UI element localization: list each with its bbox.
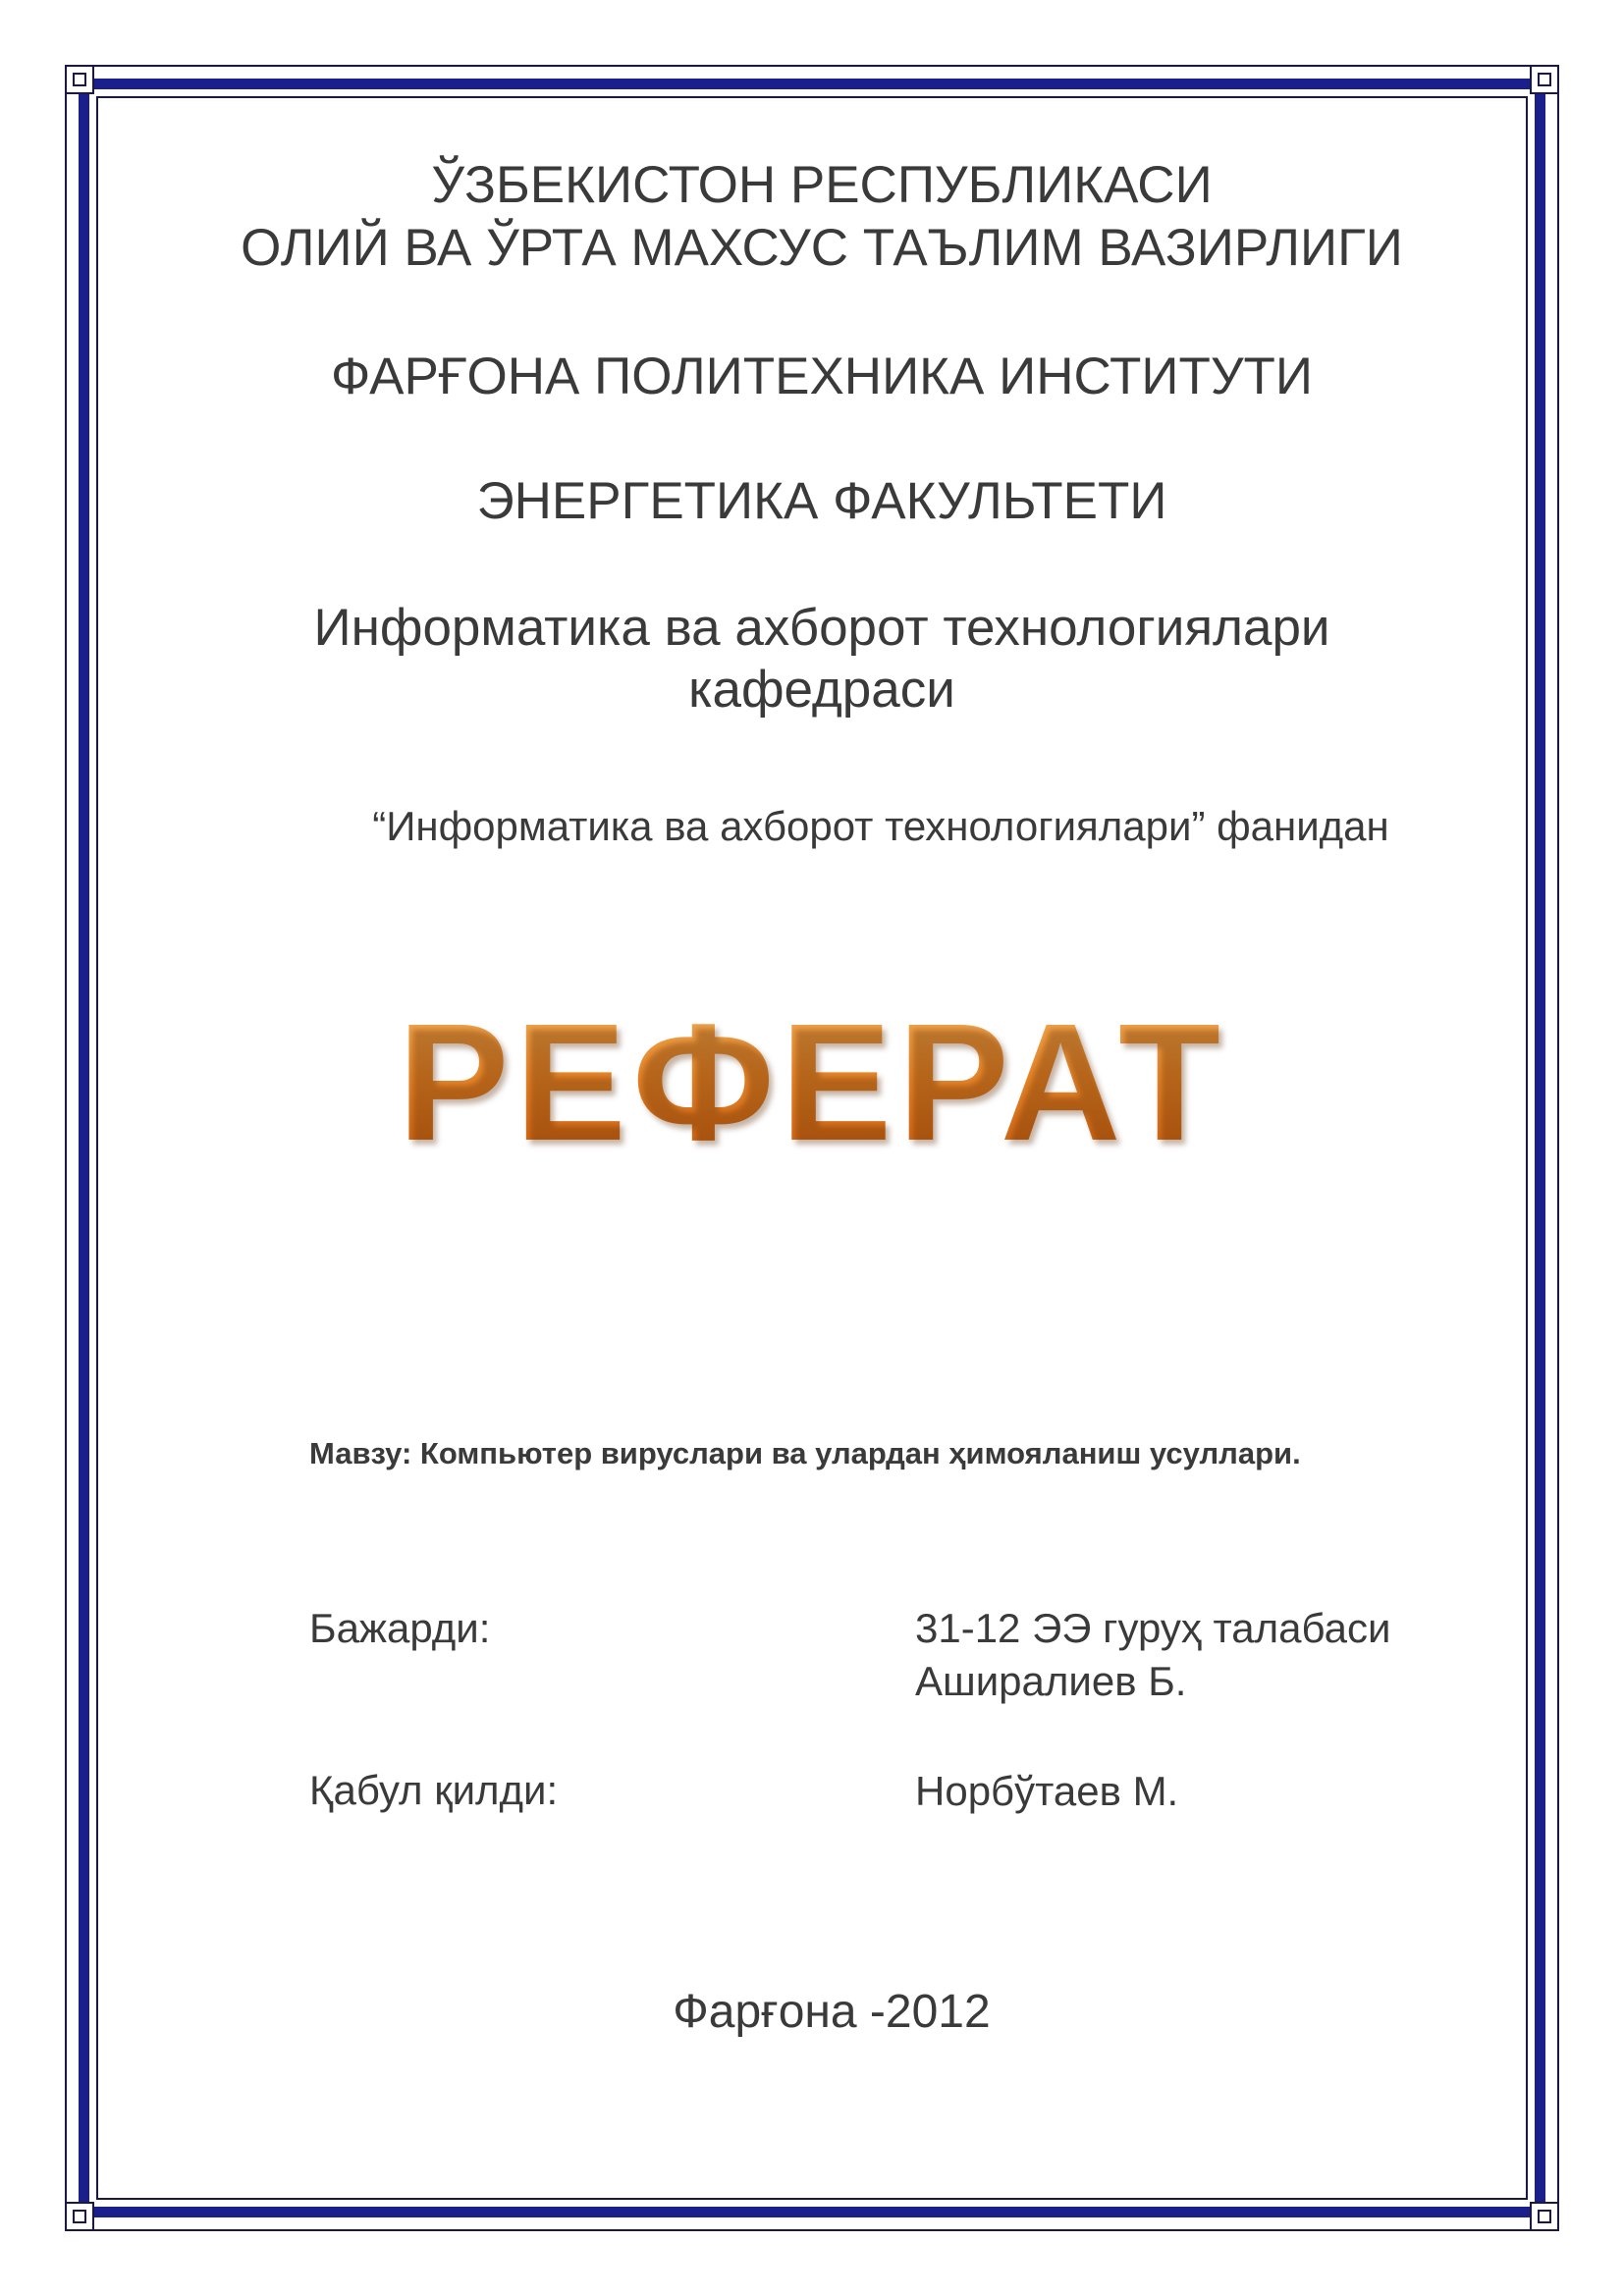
performed-value (915, 1602, 1390, 1708)
performed-label: Бажарди: (309, 1605, 491, 1651)
faculty-name: ЭНЕРГЕТИКА ФАКУЛЬТЕТИ (476, 472, 1167, 530)
city-year: Фарғона -2012 (673, 1986, 991, 2038)
subject-line: “Информатика ва ахборот технологиялари” фанидан (372, 803, 1389, 849)
department-line-2: кафедраси (688, 661, 955, 719)
topic-line: Мавзу: Компьютер вируслари ва улардан ҳимояланиш усуллари. (309, 1436, 1301, 1470)
accepted-teacher-name: Норбўтаев М. (915, 1768, 1179, 1814)
institute-name: ФАРҒОНА ПОЛИТЕХНИКА ИНСТИТУТИ (331, 347, 1313, 405)
corner-ornament-bottom-left (65, 2202, 94, 2231)
performed-student-name: Аширалиев Б. (915, 1658, 1187, 1704)
corner-ornament-top-left (65, 65, 94, 94)
corner-ornament-top-right (1530, 65, 1559, 94)
accepted-label: Қабул қилди: (309, 1767, 559, 1813)
ministry-line-2: ОЛИЙ ВА ЎРТА МАХСУС ТАЪЛИМ ВАЗИРЛИГИ (241, 219, 1403, 277)
ministry-line-1: ЎЗБЕКИСТОН РЕСПУБЛИКАСИ (431, 156, 1213, 214)
performed-group: 31-12 ЭЭ гуруҳ талабаси (915, 1605, 1391, 1651)
corner-ornament-bottom-right (1530, 2202, 1559, 2231)
document-title: РЕФЕРАТ (0, 991, 1624, 1175)
department-line-1: Информатика ва ахборот технологиялари (313, 599, 1330, 657)
